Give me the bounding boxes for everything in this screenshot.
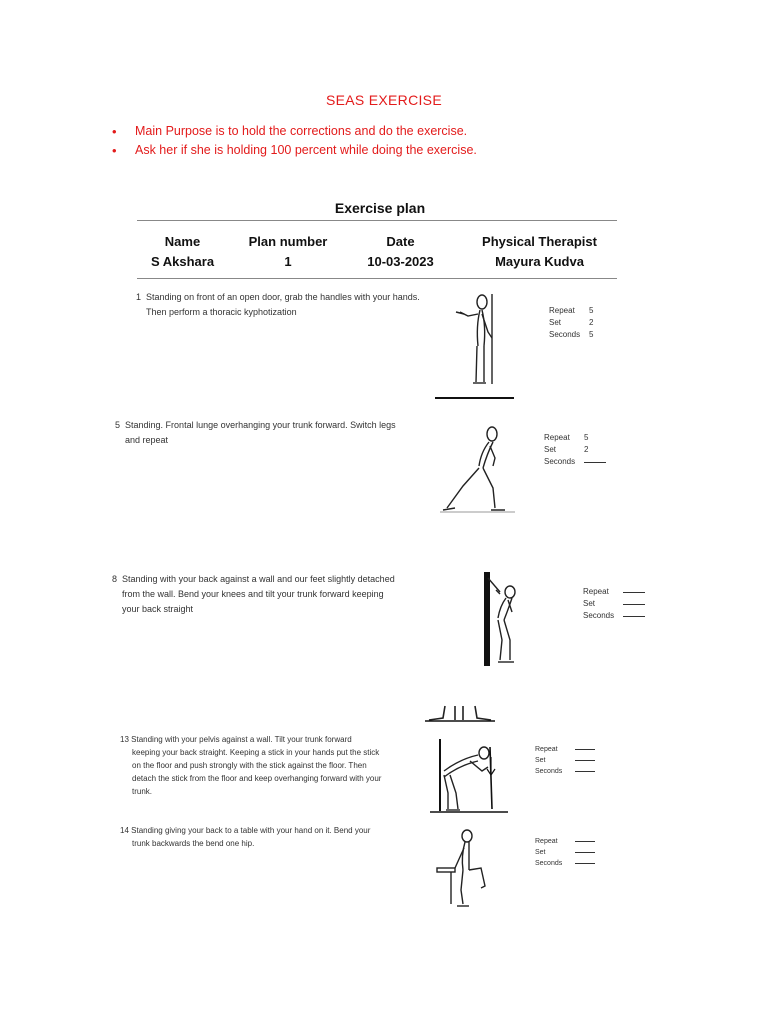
column-value: 10-03-2023 <box>367 254 434 269</box>
exercise-8-description <box>112 572 432 617</box>
exercise-1-description <box>136 290 436 320</box>
exercise-13-stats <box>535 744 595 777</box>
column-value: S Akshara <box>150 254 215 269</box>
stat-label: Seconds <box>583 611 615 620</box>
column-value: Mayura Kudva <box>495 254 584 269</box>
stat-value: 5 <box>589 330 594 339</box>
stat-blank <box>623 616 645 617</box>
stick-push-figure <box>430 737 510 815</box>
exercise-line: on the floor and push strongly with the stick against the floor. Then <box>132 761 367 770</box>
exercise-14-stats <box>535 836 595 869</box>
exercise-line: Standing. Frontal lunge overhanging your trunk forward. Switch legs <box>125 420 396 430</box>
stat-label: Seconds <box>535 768 563 775</box>
exercise-1-stats <box>549 305 593 341</box>
exercise-line: detach the stick from the floor and keep overhanging forward with your <box>132 774 382 783</box>
stat-label: Set <box>544 445 557 454</box>
exercise-line: trunk backwards the bend one hip. <box>132 839 255 848</box>
instruction-bullet: • Main Purpose is to hold the corrections and do the exercise. <box>112 122 477 141</box>
exercise-line: Standing on front of an open door, grab the handles with your hands. <box>146 292 420 302</box>
plan-column-therapist <box>472 232 607 272</box>
page-heading: SEAS EXERCISE <box>326 92 442 108</box>
exercise-number: 14 <box>120 826 129 835</box>
stat-blank <box>575 852 595 853</box>
stat-label: Repeat <box>535 838 558 845</box>
column-header: Date <box>386 234 415 249</box>
stat-label: Set <box>535 849 546 856</box>
column-value: 1 <box>284 254 292 269</box>
stat-label: Repeat <box>549 306 575 315</box>
stat-blank <box>575 841 595 842</box>
exercise-8-stats <box>583 586 645 622</box>
stat-label: Set <box>549 318 562 327</box>
wall-squat-figure <box>480 570 530 670</box>
exercise-13-description <box>120 733 420 798</box>
plan-header-top-rule <box>137 220 617 221</box>
stat-value: 5 <box>584 433 589 442</box>
stat-blank <box>623 604 645 605</box>
stat-value: 5 <box>589 306 594 315</box>
instruction-bullet: • Ask her if she is holding 100 percent while doing the exercise. <box>112 141 477 160</box>
stat-blank <box>575 771 595 772</box>
column-header: Physical Therapist <box>482 234 597 249</box>
exercise-line: your back straight <box>122 604 194 614</box>
column-header: Plan number <box>248 234 328 249</box>
stat-label: Seconds <box>535 860 563 867</box>
exercise-line: from the wall. Bend your knees and tilt your trunk forward keeping <box>122 589 384 599</box>
plan-column-name <box>140 232 225 272</box>
stat-blank <box>623 592 645 593</box>
stat-label: Seconds <box>544 457 576 466</box>
exercise-line: Standing with your back against a wall and our feet slightly detached <box>122 574 395 584</box>
stat-label: Repeat <box>544 433 570 442</box>
plan-column-plan-number <box>238 232 338 272</box>
exercise-line: trunk. <box>132 787 153 796</box>
stat-blank <box>575 749 595 750</box>
cropped-feet-figure <box>425 700 495 725</box>
stat-label: Repeat <box>583 587 609 596</box>
exercise-line: keeping your back straight. Keeping a stick in your hands put the stick <box>132 748 380 757</box>
exercise-plan-title: Exercise plan <box>334 200 426 216</box>
plan-column-date <box>348 232 453 272</box>
exercise-5-description <box>115 418 415 448</box>
stat-blank <box>584 462 606 463</box>
exercise-number: 5 <box>115 420 121 430</box>
exercise-number: 8 <box>112 574 118 584</box>
exercise-number: 1 <box>136 292 142 302</box>
table-hip-bend-figure <box>435 828 505 910</box>
exercise-number: 13 <box>120 735 129 744</box>
standing-door-figure <box>430 292 525 402</box>
instruction-list <box>112 122 477 160</box>
column-header: Name <box>164 234 201 249</box>
exercise-line: Standing with your pelvis against a wall. Tilt your trunk forward <box>131 735 352 744</box>
stat-blank <box>575 863 595 864</box>
stat-label: Seconds <box>549 330 581 339</box>
stat-value: 2 <box>589 318 594 327</box>
exercise-line: Then perform a thoracic kyphotization <box>146 307 297 317</box>
stat-value: 2 <box>584 445 589 454</box>
plan-header-bottom-rule <box>137 278 617 279</box>
exercise-line: and repeat <box>125 435 169 445</box>
stat-blank <box>575 760 595 761</box>
exercise-line: Standing giving your back to a table with your hand on it. Bend your <box>131 826 371 835</box>
stat-label: Repeat <box>535 746 558 753</box>
exercise-14-description <box>120 824 420 850</box>
stat-label: Set <box>583 599 596 608</box>
stat-label: Set <box>535 757 546 764</box>
exercise-5-stats <box>544 432 606 468</box>
lunge-figure <box>435 422 520 517</box>
